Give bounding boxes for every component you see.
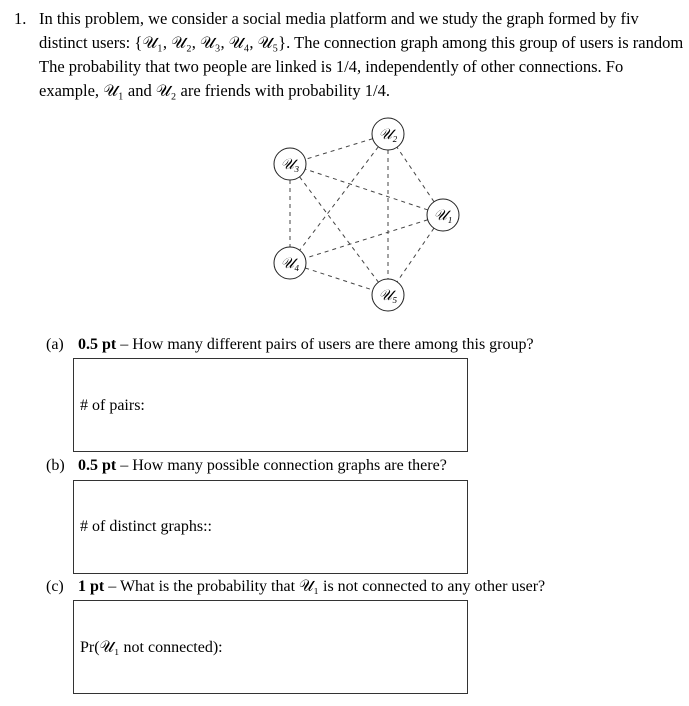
edge-u2-u4	[300, 147, 379, 251]
answer-prompt-a: # of pairs:	[80, 397, 145, 414]
answer-box-b[interactable]	[73, 480, 468, 574]
question-b-label: (b)	[46, 457, 65, 474]
node-u4-label: 𝒰₄	[280, 256, 300, 272]
edge-u2-u3	[305, 139, 372, 160]
question-b-points: 0.5 pt	[78, 457, 117, 474]
question-a-dash: –	[120, 336, 129, 353]
problem-line-3: The probability that two people are linked is 1/4, independently of other connections. Fo	[39, 57, 624, 76]
problem-line-2: distinct users: {𝒰₁, 𝒰₂, 𝒰₃, 𝒰₄, 𝒰₅}. The connection graph among this group of users is random	[39, 33, 684, 52]
answer-box-c[interactable]	[73, 600, 468, 694]
node-u2-label: 𝒰₂	[378, 127, 398, 143]
node-u5	[372, 279, 404, 311]
edge-u1-u4	[305, 220, 427, 258]
edge-u4-u5	[305, 268, 373, 290]
edge-u3-u5	[300, 177, 379, 282]
question-c	[46, 578, 545, 596]
question-c-dash: –	[108, 578, 117, 595]
question-b-dash: –	[120, 457, 129, 474]
node-u3-label: 𝒰₃	[280, 157, 300, 173]
node-u1	[427, 199, 459, 231]
answer-prompt-c: Pr(𝒰₁ not connected):	[80, 639, 223, 656]
node-u3	[274, 148, 306, 180]
edge-u1-u2	[397, 147, 434, 202]
question-a-points: 0.5 pt	[78, 336, 117, 353]
problem-number: 1.	[14, 9, 27, 28]
answer-box-a[interactable]	[73, 358, 468, 452]
problem-line-4: example, 𝒰₁ and 𝒰₂ are friends with probability 1/4.	[39, 81, 390, 100]
question-b-text: How many possible connection graphs are there?	[132, 457, 447, 474]
node-u2	[372, 118, 404, 150]
node-u1-label: 𝒰₁	[433, 208, 453, 224]
question-a-label: (a)	[46, 336, 64, 353]
answer-prompt-b: # of distinct graphs::	[80, 518, 212, 535]
connection-graph	[270, 117, 470, 317]
question-b	[46, 457, 447, 475]
problem-line-1: In this problem, we consider a social media platform and we study the graph formed by fiv	[39, 9, 639, 28]
question-a	[46, 336, 534, 354]
question-a-text: How many different pairs of users are there among this group?	[132, 336, 534, 353]
node-u5-label: 𝒰₅	[378, 288, 398, 304]
edge-u1-u3	[305, 169, 428, 210]
question-c-points: 1 pt	[78, 578, 105, 595]
edge-u1-u5	[397, 228, 434, 282]
question-c-text: What is the probability that 𝒰₁ is not connected to any other user?	[119, 578, 546, 595]
node-u4	[274, 247, 306, 279]
question-c-label: (c)	[46, 578, 64, 595]
